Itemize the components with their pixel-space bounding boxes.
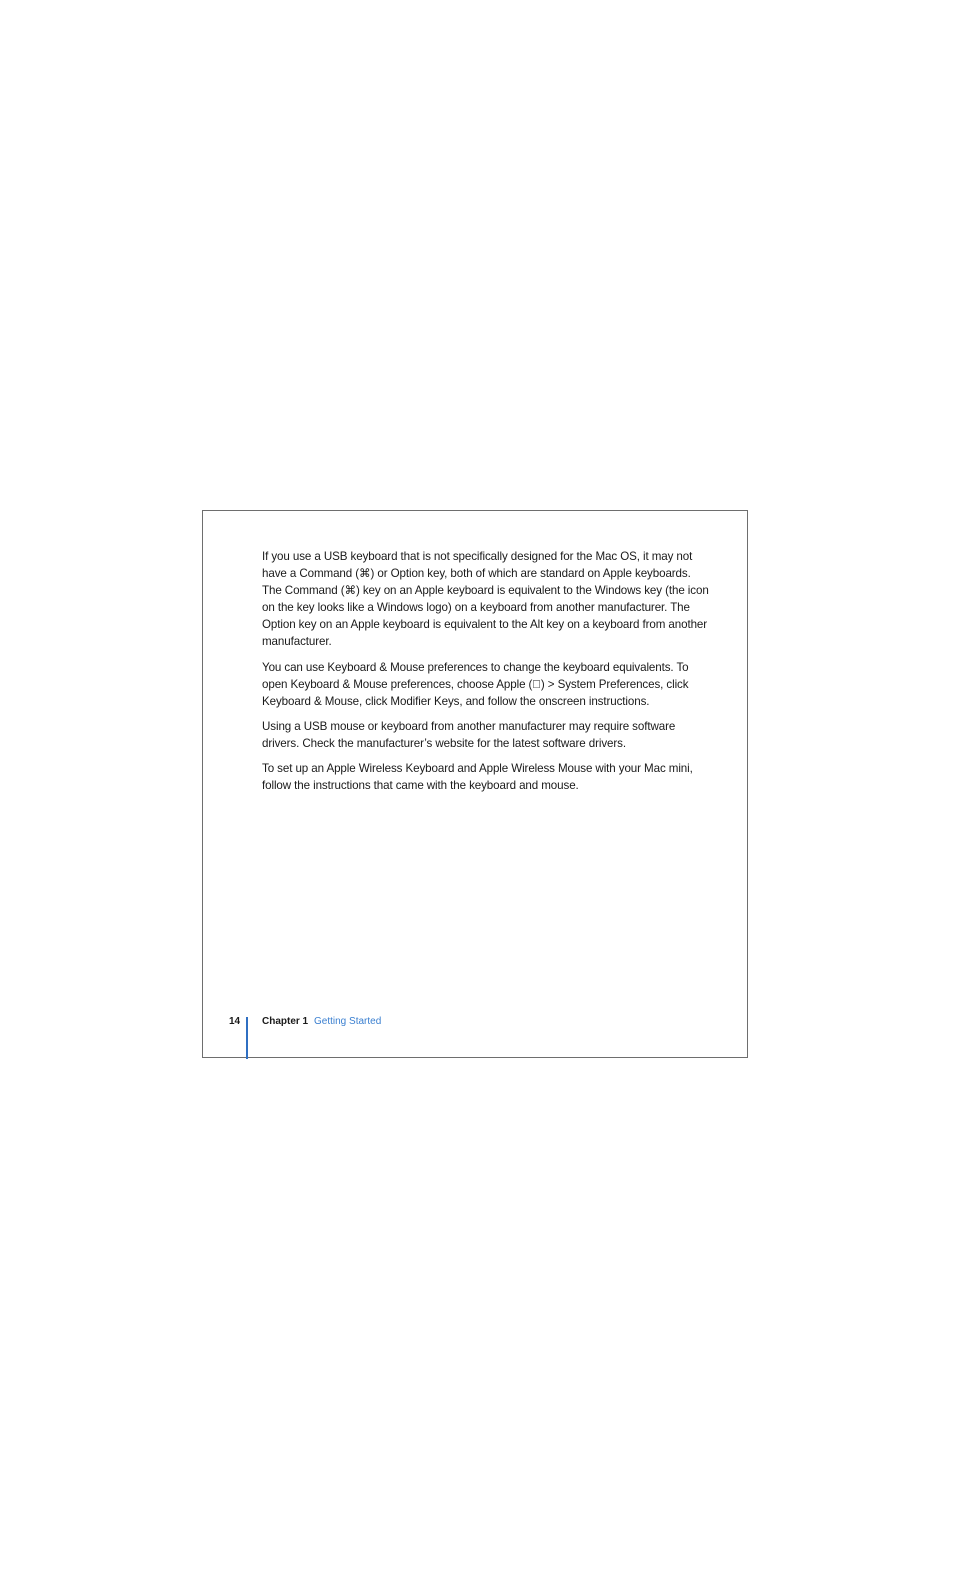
paragraph-keyboard-preferences: You can use Keyboard & Mouse preferences to change the keyboard equivalents. To open Keyboard & Mouse preferences, choose Apple ( ) > System Preferences, click Keyboard & Mouse, click Modifier Keys, and follow the onscreen instructions. bbox=[262, 660, 689, 708]
footer-rule bbox=[246, 1017, 248, 1059]
chapter-title: Getting Started bbox=[314, 1016, 382, 1027]
paragraph-usb-keyboard: If you use a USB keyboard that is not specifically designed for the Mac OS, it may not have a Command (⌘) or Option key, both of which are standard on Apple keyboards. The Command (⌘) key on an Apple keyboard is equivalent to the Windows key (the icon on the key looks like a Windows logo) on a keyboard from another manufacturer. The Option key on an Apple keyboard is equivalent to the Alt key on a keyboard from another manufacturer. bbox=[262, 550, 709, 649]
chapter-label: Chapter 1 bbox=[262, 1016, 309, 1027]
body-text bbox=[262, 548, 710, 802]
page-number: 14 bbox=[229, 1016, 241, 1027]
paragraph-software-drivers: Using a USB mouse or keyboard from another manufacturer may require software drivers. Check the manufacturer’s website for the latest software drivers. bbox=[262, 719, 676, 750]
paragraph-wireless-setup: To set up an Apple Wireless Keyboard and Apple Wireless Mouse with your Mac mini, follow the instructions that came with the keyboard and mouse. bbox=[262, 762, 693, 793]
